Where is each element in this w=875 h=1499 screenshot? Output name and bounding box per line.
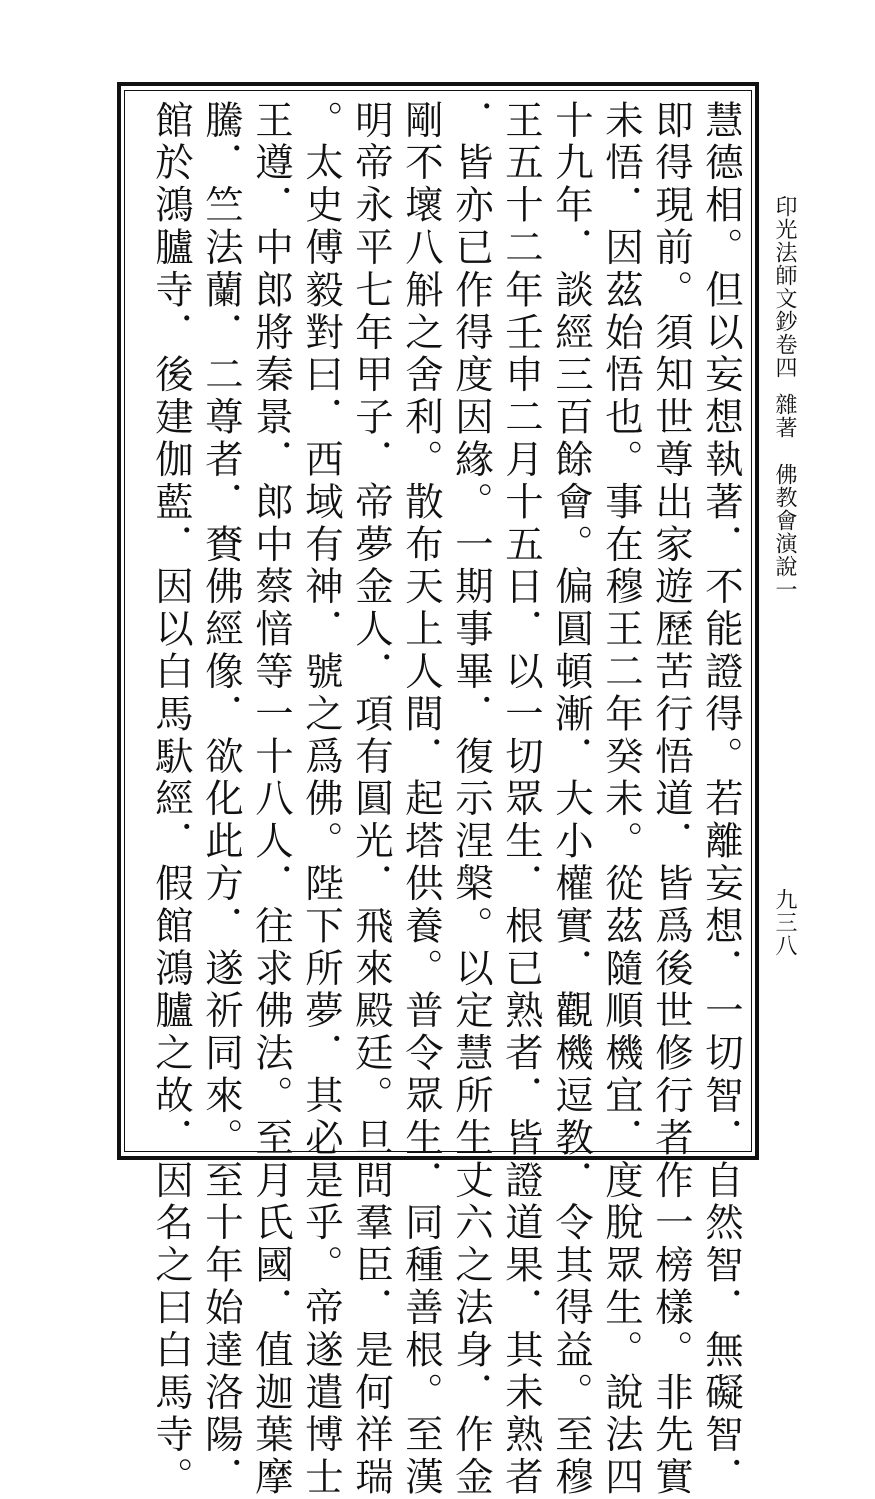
text-column-1: 慧德相。但以妄想執著．不能證得。若離妄想．一切智．自然智．無礙智． bbox=[698, 100, 743, 1499]
text-column-8: 明帝永平七年甲子．帝夢金人．項有圓光．飛來殿廷。旦問羣臣．是何祥瑞 bbox=[348, 100, 393, 1499]
text-column-6: ．皆亦已作得度因緣。一期事畢．復示涅槃。以定慧所生丈六之法身．作金 bbox=[448, 100, 493, 1499]
text-column-11: 騰．竺法蘭．二尊者．賚佛經像．欲化此方．遂祈同來。至十年始達洛陽． bbox=[198, 100, 243, 1499]
text-column-2: 即得現前。須知世尊出家遊歷苦行悟道．皆爲後世修行者作一榜樣。非先實 bbox=[648, 100, 693, 1499]
book-title: 印光法師文鈔卷四 bbox=[772, 195, 797, 379]
text-column-4: 十九年．談經三百餘會。偏圓頓漸．大小權實．觀機逗教．令其得益。至穆 bbox=[548, 100, 593, 1499]
text-column-12: 館於鴻臚寺．後建伽藍．因以白馬馱經．假館鴻臚之故．因名之曰白馬寺。 bbox=[148, 100, 193, 1499]
text-column-3: 未悟．因茲始悟也。事在穆王二年癸未。從茲隨順機宜．度脫眾生。說法四 bbox=[598, 100, 643, 1499]
section-label: 雜著 bbox=[772, 393, 797, 439]
article-title: 佛教會演說一 bbox=[772, 463, 797, 601]
text-column-9: 。太史傅毅對曰．西域有神．號之爲佛。陛下所夢．其必是乎。帝遂遣博士 bbox=[298, 100, 343, 1499]
running-head bbox=[770, 195, 798, 601]
text-column-7: 剛不壞八斛之舍利。散布天上人間．起塔供養。普令眾生．同種善根。至漢 bbox=[398, 100, 443, 1499]
page-number: 九三八 bbox=[772, 888, 797, 957]
text-column-10: 王遵．中郎將秦景．郎中蔡愔等一十八人．往求佛法。至月氏國．值迦葉摩 bbox=[248, 100, 293, 1499]
text-column-5: 王五十二年壬申二月十五日．以一切眾生．根已熟者．皆證道果．其未熟者 bbox=[498, 100, 543, 1499]
